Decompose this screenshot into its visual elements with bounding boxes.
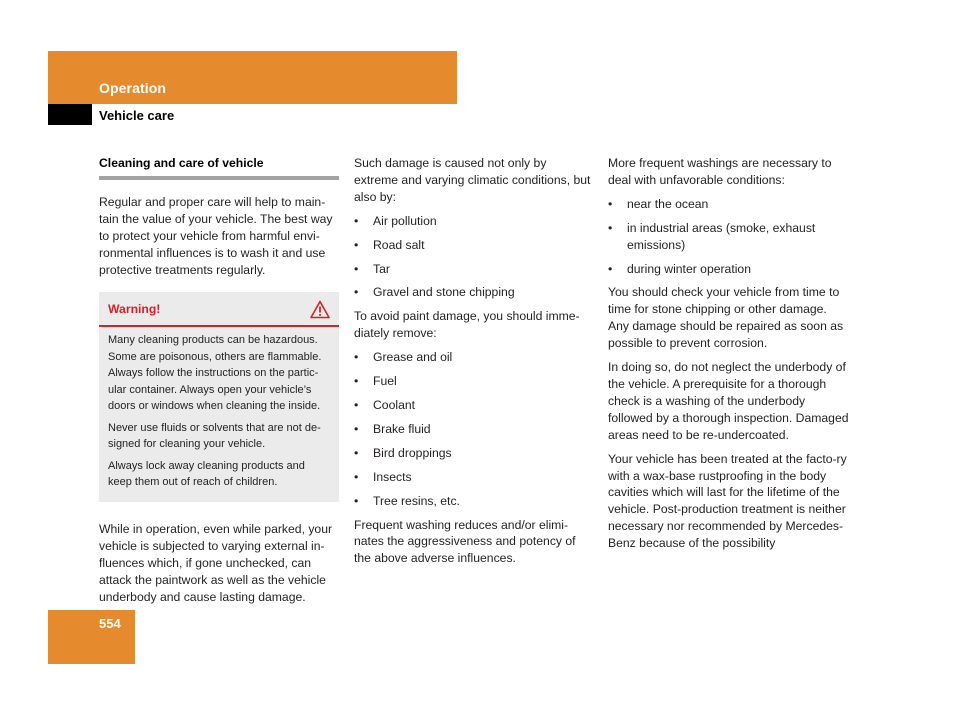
section-title: Operation	[99, 80, 167, 96]
list-item: • Coolant	[354, 397, 416, 412]
warning-header	[99, 292, 339, 327]
closing-paragraph: While in operation, even while parked, your vehicle is subjected to varying external in-fluences which, if gone unchecked, can attack the paintwork as well as the vehicle underbody and cause lasting damage.	[99, 521, 333, 604]
section-heading: Cleaning and care of vehicle	[99, 155, 339, 180]
list-item: • Road salt	[354, 237, 425, 252]
header-bar	[48, 51, 457, 104]
list-item: • Tree resins, etc.	[354, 493, 460, 508]
warning-triangle-icon	[310, 300, 330, 319]
list-item: • near the ocean	[608, 196, 709, 211]
warning-paragraph: Many cleaning products can be hazardous. Some are poisonous, others are flammable. Always follow the instructions on the partic-ular container. Always open your vehicle’s doors or windows when cleaning the inside.	[108, 334, 322, 413]
list-item: • during winter operation	[608, 261, 751, 276]
warning-paragraph: Never use fluids or solvents that are not de-signed for cleaning your vehicle.	[108, 421, 321, 451]
list-item: • in industrial areas (smoke, exhaust emissions)	[608, 220, 816, 252]
column-2	[354, 155, 592, 574]
body-paragraph: In doing so, do not neglect the underbody of the vehicle. A prerequisite for a thorough check is a washing of the underbody followed by a thorough inspection. Damaged areas need to be re-undercoated.	[608, 360, 849, 442]
list-item: • Insects	[354, 469, 412, 484]
page-number: 554	[99, 616, 121, 631]
conditions-list	[608, 196, 850, 278]
page-number-tab	[48, 610, 135, 664]
subsection-title: Vehicle care	[99, 108, 175, 123]
remove-list	[354, 349, 592, 509]
warning-paragraph: Always lock away cleaning products and keep them out of reach of children.	[108, 459, 305, 489]
list-item: • Grease and oil	[354, 350, 453, 365]
conditions-intro: More frequent washings are necessary to deal with unfavorable conditions:	[608, 156, 832, 187]
warning-title: Warning!	[108, 302, 161, 317]
body-paragraph: Your vehicle has been treated at the facto-ry with a wax-base rustproofing in the body cavities which will last for the lifetime of the vehicle. Post-production treatment is neither necessary nor recommended by Mercedes-Benz because of the possibility	[608, 451, 847, 551]
causes-intro: Such damage is caused not only by extreme and varying climatic conditions, but also by:	[354, 156, 591, 204]
list-item: • Bird droppings	[354, 445, 452, 460]
column-3	[608, 155, 850, 559]
list-item: • Gravel and stone chipping	[354, 285, 515, 300]
list-item: • Fuel	[354, 374, 397, 389]
closing-paragraph: Frequent washing reduces and/or elimi-nates the aggressiveness and potency of the above adverse influences.	[354, 517, 576, 566]
body-paragraph: You should check your vehicle from time to time for stone chipping or other damage. Any damage should be repaired as soon as possible to prevent corrosion.	[608, 285, 844, 351]
list-item: • Tar	[354, 261, 390, 276]
causes-list	[354, 213, 592, 302]
warning-body	[99, 327, 339, 502]
list-item: • Air pollution	[354, 213, 437, 228]
list-item: • Brake fluid	[354, 421, 431, 436]
column-1	[99, 155, 339, 612]
section-marker	[48, 104, 92, 125]
intro-paragraph: Regular and proper care will help to main-tain the value of your vehicle. The best way to protect your vehicle from harmful envi-ronmental influences is to wash it and use protective treatments regularly.	[99, 194, 333, 277]
remove-intro: To avoid paint damage, you should imme-diately remove:	[354, 309, 580, 341]
warning-box	[99, 292, 339, 502]
